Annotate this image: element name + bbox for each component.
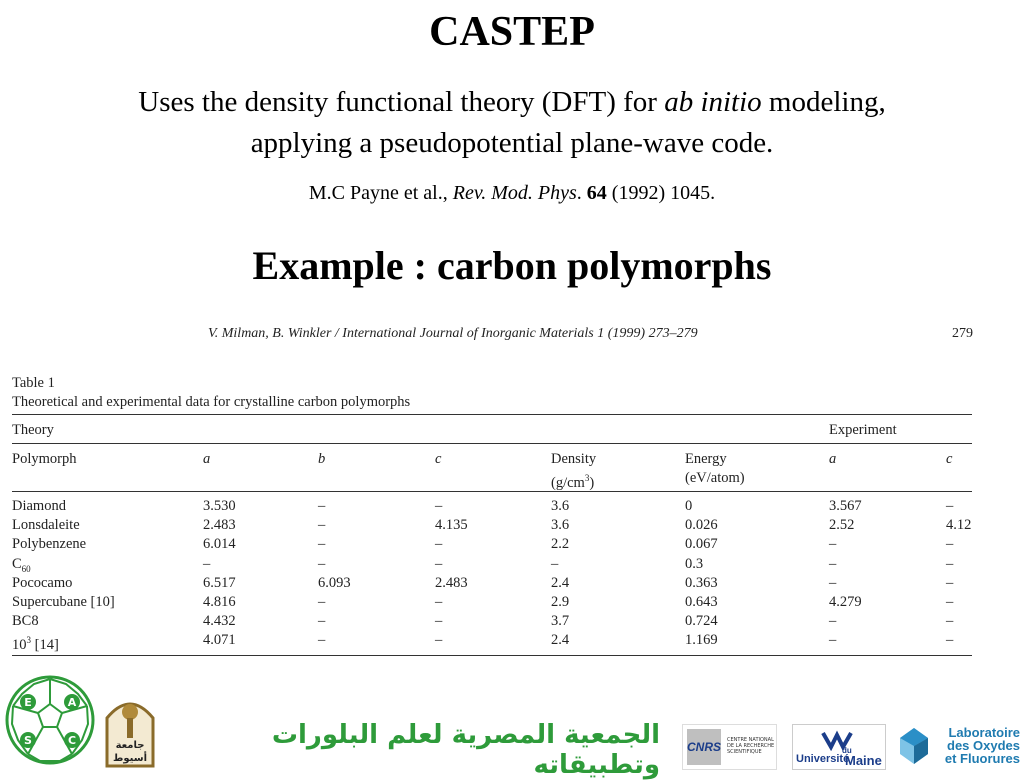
table-cell-energy: 0.026 (685, 517, 718, 534)
group-header-experiment: Experiment (829, 422, 897, 438)
polymorph-name: Pococamo (12, 574, 73, 591)
table-cell-a: 4.071 (203, 632, 236, 649)
table-cell-b: – (318, 536, 326, 553)
table-cell-exp-a: – (829, 555, 837, 572)
table-cell-exp-c: – (946, 498, 954, 514)
col-header-polymorph: Polymorph (12, 451, 77, 467)
table-cell-density: 2.4 (551, 632, 570, 649)
density-unit-close: ) (589, 474, 595, 491)
journal-page-number: 279 (952, 326, 973, 341)
citation-volume: 64 (586, 182, 607, 204)
maine-wave-icon (793, 727, 885, 751)
citation-rest: (1992) 1045. (606, 182, 716, 204)
polymorph-name: Diamond (12, 498, 66, 514)
table-cell-a: 4.816 (203, 594, 236, 610)
polymorph-name-cell (12, 535, 86, 554)
slide-title: CASTEP (429, 9, 595, 55)
polymorph-name: Lonsdaleite (12, 517, 80, 534)
table-cell-density: – (551, 555, 559, 572)
section-heading: Example : carbon polymorphs (252, 243, 772, 288)
table-cell-c: – (435, 613, 443, 630)
polymorph-name-cell (12, 516, 80, 535)
table-cell-c: – (435, 594, 443, 610)
polymorph-name: Supercubane [10] (12, 594, 115, 610)
table-cell-density: 2.4 (551, 574, 570, 591)
table-cell-c: 4.135 (435, 517, 468, 534)
energy-label: Energy (685, 451, 727, 467)
polymorph-superscript: 3 (26, 635, 31, 646)
table-cell-density: 2.2 (551, 536, 570, 553)
easc-letter: C (67, 734, 77, 747)
cnrs-mark: CNRS (687, 729, 721, 765)
polymorph-name: BC8 (12, 613, 39, 630)
cnrs-text-line: DE LA RECHERCHE (727, 743, 775, 749)
table-cell-energy: 0.067 (685, 536, 718, 553)
density-label: Density (551, 451, 597, 467)
table-cell-c: – (435, 498, 443, 514)
universite-du-maine-logo (792, 724, 886, 770)
journal-header (208, 326, 973, 342)
laboratoire-name (945, 726, 1020, 765)
polymorph-name: Polybenzene (12, 536, 87, 553)
table-cell-b: 6.093 (318, 574, 351, 591)
table-cell-b: – (318, 517, 326, 534)
table-cell-density: 3.6 (551, 498, 570, 514)
citation-dot: . (576, 182, 587, 204)
table-cell-energy: 0 (685, 498, 693, 514)
table-cell-c: – (435, 555, 443, 572)
description-text: Uses the density functional theory (DFT) for (138, 86, 665, 118)
table-cell-a: 6.517 (203, 574, 236, 591)
university-name-2: أسيوط (113, 753, 147, 764)
table-cell-c: – (435, 536, 443, 553)
society-name-arabic: الجمعية المصرية لعلم البلورات وتطبيقاته (271, 720, 660, 780)
polymorph-name-cell (12, 497, 66, 516)
polymorph-name-cell (12, 593, 115, 612)
table-cell-exp-c: 4.12 (946, 517, 972, 534)
university-emblem-icon (103, 688, 157, 768)
density-unit-text: (g/cm (551, 474, 585, 491)
table-cell-b: – (318, 498, 326, 514)
lab-line: des Oxydes (947, 738, 1020, 753)
table-caption (12, 374, 410, 412)
polymorph-name: C (12, 555, 22, 572)
polymorph-name-cell (12, 612, 39, 631)
cnrs-text (727, 737, 774, 755)
easc-letter: E (24, 696, 32, 709)
polymorph-name-cell (12, 574, 72, 593)
polymorph-reference: [14] (31, 637, 59, 654)
table-cell-exp-a: – (829, 613, 837, 630)
table-cell-density: 3.6 (551, 517, 570, 534)
table-caption-text: Theoretical and experimental data for crystalline carbon polymorphs (12, 394, 411, 410)
table-cell-b: – (318, 632, 326, 649)
col-header-b: b (318, 451, 326, 467)
table-cell-energy: 0.724 (685, 613, 718, 630)
citation (0, 182, 1024, 205)
table-cell-energy: 0.643 (685, 594, 718, 610)
table-cell-exp-a: 2.52 (829, 517, 855, 534)
col-header-a: a (203, 451, 211, 467)
density-unit-sup: 3 (584, 473, 590, 483)
easc-logo (4, 674, 96, 766)
table-label: Table 1 (12, 375, 55, 391)
laboratoire-logo (896, 724, 1022, 768)
description-italic: ab initio (664, 86, 762, 118)
table-cell-exp-a: 3.567 (829, 498, 862, 514)
lab-line: Laboratoire (948, 725, 1020, 740)
table-cell-exp-c: – (946, 536, 954, 553)
table-cell-exp-a: – (829, 536, 837, 553)
description-line-1 (40, 82, 984, 123)
col-header-c: c (435, 451, 442, 467)
maine-name: Maine (845, 753, 882, 768)
table-cell-density: 2.9 (551, 594, 570, 610)
crystal-icon (896, 726, 932, 766)
table-cell-exp-a: – (829, 632, 837, 649)
table-cell-a: – (203, 555, 211, 572)
table-cell-energy: 1.169 (685, 632, 718, 649)
col-header-density (551, 450, 596, 493)
col-header-exp-a: a (829, 451, 837, 467)
table-cell-a: 6.014 (203, 536, 236, 553)
citation-journal: Rev. Mod. Phys (452, 182, 577, 204)
table-cell-exp-a: – (829, 574, 837, 591)
footer-logos (0, 670, 1024, 780)
table-cell-exp-a: 4.279 (829, 594, 862, 610)
easc-letter: A (67, 696, 77, 709)
col-header-energy (685, 450, 745, 488)
group-header-theory: Theory (12, 422, 54, 438)
polymorph-name-cell (12, 631, 59, 655)
fullerene-icon (4, 674, 96, 766)
table-cell-exp-c: – (946, 574, 954, 591)
cnrs-logo (682, 724, 777, 770)
col-header-exp-c: c (946, 451, 953, 467)
citation-authors: M.C Payne et al., (308, 182, 453, 204)
table-cell-c: 2.483 (435, 574, 468, 591)
table-cell-a: 4.432 (203, 613, 236, 630)
maine-university-label: Université (796, 753, 850, 765)
table-cell-energy: 0.363 (685, 574, 718, 591)
table-rule-top (12, 414, 972, 415)
table-cell-b: – (318, 555, 326, 572)
table-cell-a: 2.483 (203, 517, 236, 534)
density-unit (551, 469, 596, 493)
table-rule-bottom (12, 655, 972, 656)
description-line-2: applying a pseudopotential plane-wave code. (250, 127, 774, 159)
table-rule-header (12, 491, 972, 492)
lab-line: et Fluorures (944, 751, 1020, 766)
table-cell-b: – (318, 613, 326, 630)
table-cell-energy: 0.3 (685, 555, 704, 572)
polymorph-name: 10 (12, 637, 27, 654)
table-cell-a: 3.530 (203, 498, 236, 514)
easc-letter: S (24, 734, 32, 747)
table-cell-exp-c: – (946, 555, 954, 572)
table-cell-b: – (318, 594, 326, 610)
table-cell-density: 3.7 (551, 613, 570, 630)
journal-header-text: V. Milman, B. Winkler / International Journal of Inorganic Materials 1 (1999) 273–279 (208, 326, 698, 341)
table-cell-exp-c: – (946, 594, 954, 610)
maine-du: du (842, 746, 852, 755)
slide-description (40, 82, 984, 164)
university-name-1: جامعة (115, 740, 145, 751)
energy-unit: (eV/atom) (685, 470, 745, 486)
cnrs-text-line: SCIENTIFIQUE (727, 749, 762, 755)
table-cell-exp-c: – (946, 613, 954, 630)
table-cell-exp-c: – (946, 632, 954, 649)
table-cell-c: – (435, 632, 443, 649)
description-text-end: modeling, (761, 86, 886, 118)
polymorph-subscript: 60 (21, 563, 31, 574)
cnrs-text-line: CENTRE NATIONAL (727, 737, 774, 743)
assiut-university-logo (103, 688, 157, 768)
table-rule-group (12, 443, 972, 444)
